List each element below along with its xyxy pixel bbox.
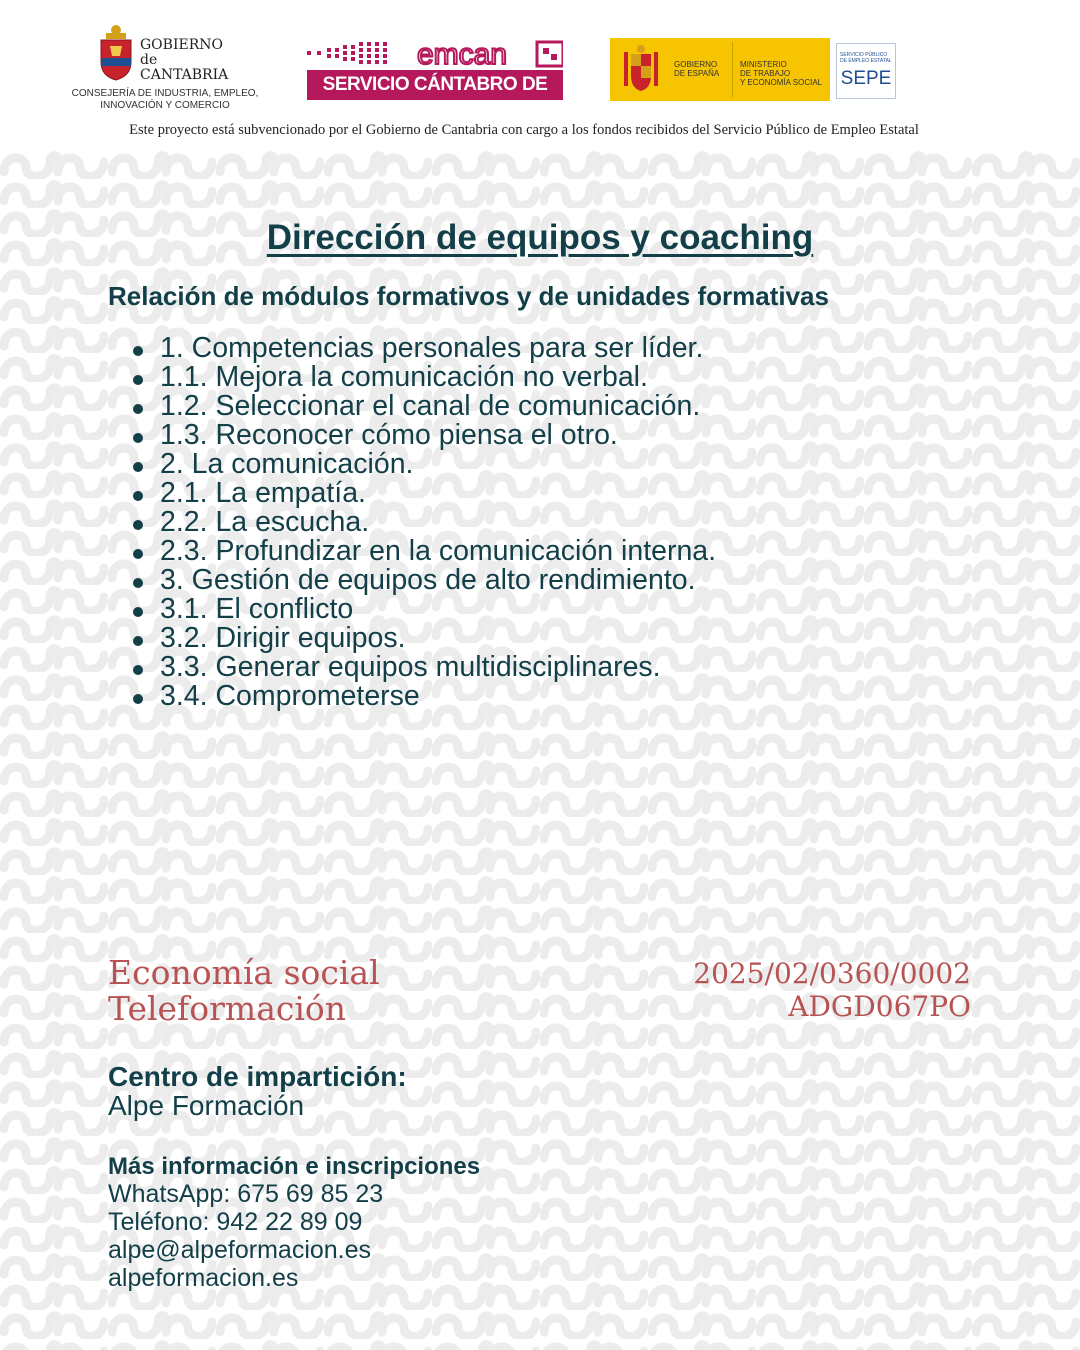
cantabria-logo-text bbox=[140, 38, 228, 83]
list-item: 2.3. Profundizar en la comunicación interna. bbox=[130, 537, 716, 566]
website-link[interactable]: alpeformacion.es bbox=[108, 1264, 299, 1292]
list-item: 2.1. La empatía. bbox=[130, 479, 716, 508]
centro-name: Alpe Formación bbox=[108, 1090, 305, 1121]
consejeria-line1: CONSEJERÍA DE INDUSTRIA, EMPLEO, bbox=[71, 88, 259, 99]
contact-block bbox=[108, 1180, 383, 1292]
centro-heading: Centro de impartición: bbox=[108, 1061, 407, 1092]
list-item: 1.2. Seleccionar el canal de comunicación. bbox=[130, 392, 716, 421]
expedient-number: 2025/02/0360/0002 bbox=[693, 957, 971, 990]
modules-subtitle: Relación de módulos formativos y de unidades formativas bbox=[108, 281, 829, 311]
whatsapp-number[interactable]: WhatsApp: 675 69 85 23 bbox=[108, 1180, 384, 1208]
course-code: ADGD067PO bbox=[788, 990, 971, 1023]
list-item: 3.3. Generar equipos multidisciplinares. bbox=[130, 653, 716, 682]
sepe-subtitle bbox=[840, 52, 892, 64]
ministerio-text bbox=[740, 60, 822, 87]
list-item: 3.1. El conflicto bbox=[130, 595, 716, 624]
emcan-logo bbox=[307, 40, 563, 125]
ministerio-line1: MINISTERIO bbox=[740, 60, 787, 69]
course-codes bbox=[693, 957, 971, 1023]
gob-esp-line2: DE ESPAÑA bbox=[674, 69, 720, 78]
emcan-wordmark: emcan bbox=[416, 40, 508, 68]
contact-heading: Más información e inscripciones bbox=[108, 1153, 481, 1180]
phone-number[interactable]: Teléfono: 942 22 89 09 bbox=[108, 1208, 363, 1236]
ministerio-line2: DE TRABAJO bbox=[740, 69, 791, 78]
sepe-small-line1: SERVICIO PÚBLICO bbox=[840, 52, 888, 58]
consejeria-text bbox=[70, 88, 260, 112]
gob-esp-line1: GOBIERNO bbox=[674, 60, 718, 69]
list-item: 1.3. Reconocer cómo piensa el otro. bbox=[130, 421, 716, 450]
list-item: 1. Competencias personales para ser líder. bbox=[130, 334, 716, 363]
cantabria-line2: de bbox=[140, 52, 158, 68]
course-title-text: Dirección de equipos y coaching bbox=[266, 218, 814, 257]
sepe-wordmark: SEPE bbox=[840, 68, 892, 89]
list-item: 3. Gestión de equipos de alto rendimiento. bbox=[130, 566, 716, 595]
logo-divider bbox=[732, 42, 733, 97]
gobierno-espana-text bbox=[674, 60, 719, 78]
gobierno-espana-logo bbox=[610, 38, 830, 101]
list-item: 3.4. Comprometerse bbox=[130, 682, 716, 711]
consejeria-line2: INNOVACIÓN Y COMERCIO bbox=[100, 100, 230, 111]
ministerio-line3: Y ECONOMÍA SOCIAL bbox=[740, 78, 823, 87]
cantabria-line3: CANTABRIA bbox=[140, 67, 229, 83]
sector-label: Economía social bbox=[108, 953, 380, 992]
list-item: 3.2. Dirigir equipos. bbox=[130, 624, 716, 653]
email-link[interactable]: alpe@alpeformacion.es bbox=[108, 1236, 372, 1264]
emcan-banner: SERVICIO CÁNTABRO DE EMPLEO bbox=[307, 70, 563, 100]
cantabria-line1: GOBIERNO bbox=[140, 37, 223, 53]
sepe-logo bbox=[836, 43, 896, 99]
list-item: 1.1. Mejora la comunicación no verbal. bbox=[130, 363, 716, 392]
list-item: 2.2. La escucha. bbox=[130, 508, 716, 537]
module-list bbox=[130, 334, 716, 711]
course-category bbox=[108, 955, 380, 1027]
course-title bbox=[0, 218, 1080, 258]
list-item: 2. La comunicación. bbox=[130, 450, 716, 479]
emcan-wordmark-graphic bbox=[307, 40, 563, 68]
gobierno-cantabria-logo bbox=[70, 22, 260, 114]
modality-label: Teleformación bbox=[108, 989, 347, 1028]
funding-note: Este proyecto está subvencionado por el Gobierno de Cantabria con cargo a los fondos recibidos del Servicio Público de Empleo Estatal bbox=[129, 122, 919, 138]
sepe-small-line2: DE EMPLEO ESTATAL bbox=[840, 58, 892, 64]
spain-coat-of-arms-icon bbox=[620, 44, 662, 94]
header-logos bbox=[0, 0, 1080, 150]
cantabria-shield-icon bbox=[98, 24, 134, 82]
